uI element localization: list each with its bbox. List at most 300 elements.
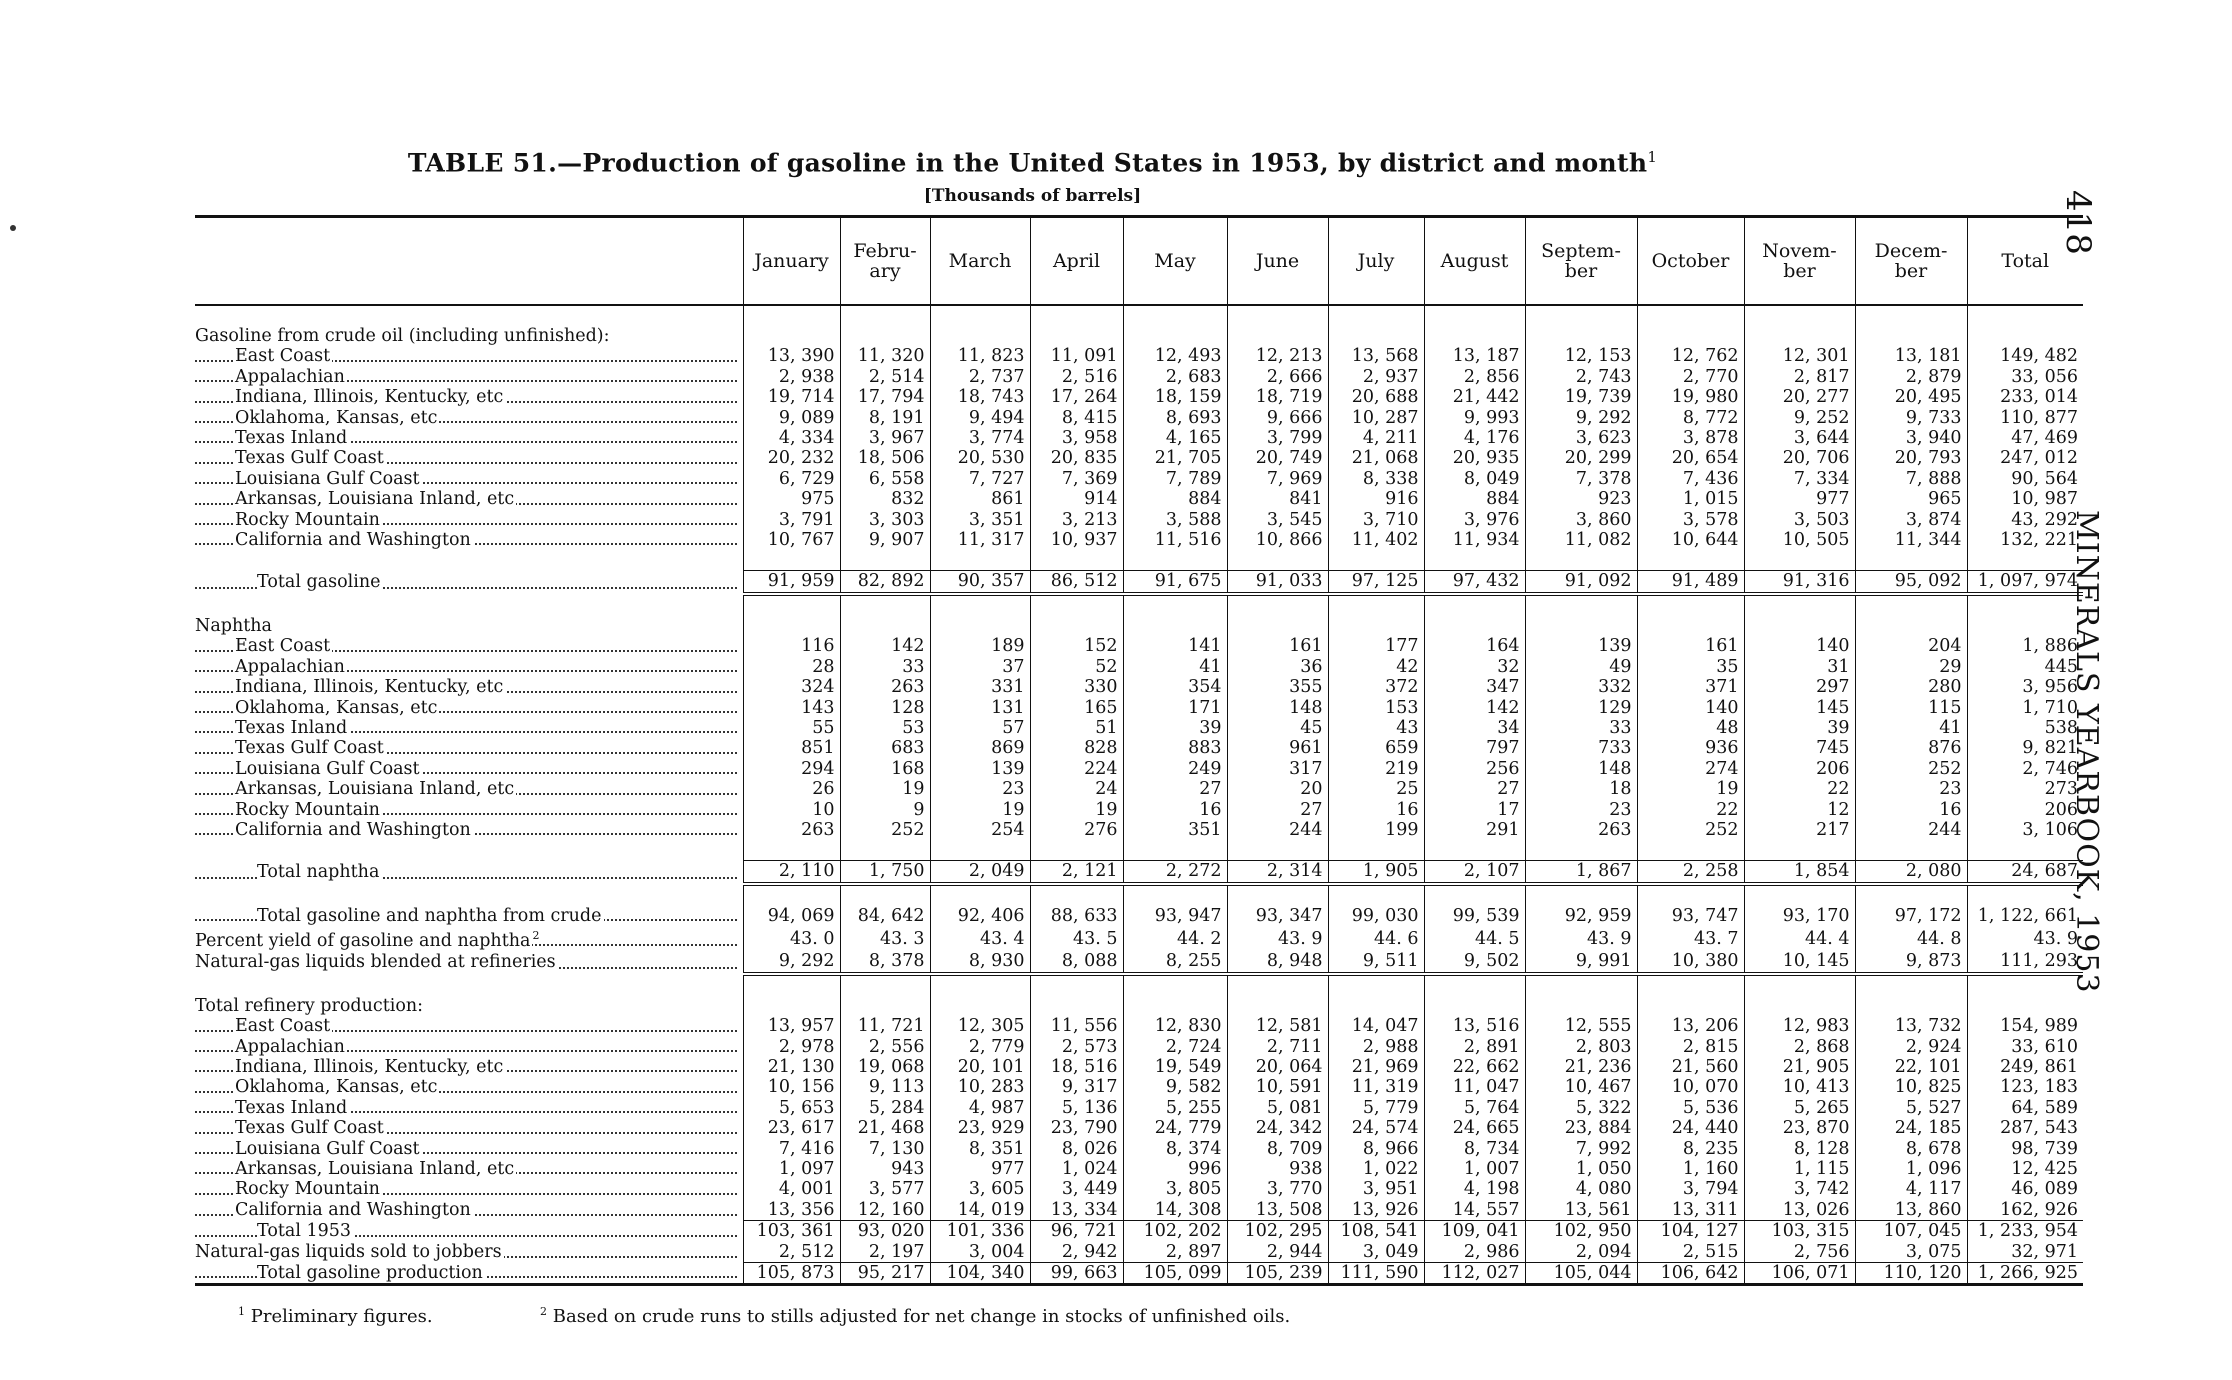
- table-cell: 2, 743: [1525, 367, 1637, 387]
- table-cell: 355: [1227, 677, 1328, 697]
- table-cell: 961: [1227, 738, 1328, 758]
- table-cell: 1, 750: [840, 861, 930, 884]
- table-cell: 9, 113: [840, 1077, 930, 1097]
- row-label-text: Appalachian: [235, 1036, 345, 1057]
- table-row: [195, 1263, 2083, 1285]
- table-cell: 102, 202: [1123, 1221, 1227, 1242]
- table-cell: 128: [840, 698, 930, 718]
- table-cell: 8, 415: [1030, 408, 1123, 428]
- table-cell: 52: [1030, 657, 1123, 677]
- table-cell: 10, 591: [1227, 1077, 1328, 1097]
- row-label: [195, 408, 743, 428]
- table-cell: 22: [1744, 779, 1855, 799]
- table-row: [195, 861, 2083, 884]
- table-row: [195, 657, 2083, 677]
- table-cell: 22, 101: [1855, 1057, 1967, 1077]
- table-cell: 14, 308: [1123, 1200, 1227, 1221]
- table-cell: 33: [840, 657, 930, 677]
- table-cell: 943: [840, 1159, 930, 1179]
- table-cell: 9, 502: [1424, 951, 1525, 973]
- column-header: July: [1328, 217, 1424, 306]
- table-cell: 6, 558: [840, 469, 930, 489]
- table-cell: 5, 255: [1123, 1098, 1227, 1118]
- table-cell: 42: [1328, 657, 1424, 677]
- row-label: [195, 428, 743, 448]
- table-cell: 936: [1637, 738, 1744, 758]
- table-row: [195, 1118, 2083, 1138]
- table-cell: 23, 884: [1525, 1118, 1637, 1138]
- table-cell: 26: [743, 779, 840, 799]
- table-cell: 8, 966: [1328, 1139, 1424, 1159]
- table-cell: 91, 033: [1227, 571, 1328, 594]
- table-row: [195, 1098, 2083, 1118]
- table-cell: 93, 347: [1227, 906, 1328, 926]
- table-cell: 145: [1744, 698, 1855, 718]
- table-cell: 27: [1123, 779, 1227, 799]
- table-cell: 21, 130: [743, 1057, 840, 1077]
- row-label: [195, 779, 743, 799]
- table-cell: 106, 071: [1744, 1263, 1855, 1285]
- table-cell: 3, 545: [1227, 510, 1328, 530]
- table-cell: 3, 449: [1030, 1179, 1123, 1199]
- table-cell: 2, 094: [1525, 1242, 1637, 1263]
- table-cell: 975: [743, 489, 840, 509]
- row-label: [195, 636, 743, 656]
- table-cell: 43. 9: [1967, 926, 2083, 951]
- row-label-text: Arkansas, Louisiana Inland, etc: [235, 489, 515, 510]
- table-cell: 12, 493: [1123, 346, 1227, 366]
- table-cell: 4, 176: [1424, 428, 1525, 448]
- table-cell: 8, 049: [1424, 469, 1525, 489]
- table-cell: 7, 789: [1123, 469, 1227, 489]
- row-label: [195, 718, 743, 738]
- table-cell: 45: [1227, 718, 1328, 738]
- table-cell: 273: [1967, 779, 2083, 799]
- table-cell: 32: [1424, 657, 1525, 677]
- row-label-text: Indiana, Illinois, Kentucky, etc: [235, 677, 504, 698]
- row-label-text: Texas Gulf Coast: [235, 738, 384, 759]
- table-cell: 47, 469: [1967, 428, 2083, 448]
- table-cell: 1, 050: [1525, 1159, 1637, 1179]
- table-cell: 2, 514: [840, 367, 930, 387]
- table-cell: 93, 747: [1637, 906, 1744, 926]
- table-row: [195, 926, 2083, 951]
- table-cell: 8, 693: [1123, 408, 1227, 428]
- table-cell: 7, 969: [1227, 469, 1328, 489]
- table-cell: 107, 045: [1855, 1221, 1967, 1242]
- table-cell: 4, 001: [743, 1179, 840, 1199]
- table-cell: 19: [840, 779, 930, 799]
- row-label-text: Texas Gulf Coast: [235, 1118, 384, 1139]
- table-cell: 5, 265: [1744, 1098, 1855, 1118]
- row-label: [195, 489, 743, 509]
- table-cell: 91, 675: [1123, 571, 1227, 594]
- table-cell: 2, 711: [1227, 1037, 1328, 1057]
- table-row: [195, 510, 2083, 530]
- table-cell: 2, 779: [930, 1037, 1030, 1057]
- table-cell: 2, 986: [1424, 1242, 1525, 1263]
- table-cell: 115: [1855, 698, 1967, 718]
- table-cell: 274: [1637, 759, 1744, 779]
- table-cell: 105, 044: [1525, 1263, 1637, 1285]
- table-cell: 2, 683: [1123, 367, 1227, 387]
- table-cell: 21, 705: [1123, 448, 1227, 468]
- table-row: [195, 820, 2083, 840]
- table-cell: 12: [1744, 800, 1855, 820]
- table-cell: 39: [1744, 718, 1855, 738]
- table-cell: 12, 160: [840, 1200, 930, 1221]
- table-row: [195, 951, 2083, 973]
- table-cell: 6, 729: [743, 469, 840, 489]
- gasoline-production-table: [195, 215, 2083, 1286]
- footnote-2: $^2$ Based on crude runs to stills adjusted for net change in stocks of unfinished oils.: [540, 1305, 1291, 1327]
- row-label: [195, 906, 743, 926]
- spacer-row: [195, 594, 2083, 616]
- column-header: October: [1637, 217, 1744, 306]
- table-cell: 3, 958: [1030, 428, 1123, 448]
- table-cell: 11, 402: [1328, 530, 1424, 550]
- row-label-text: Louisiana Gulf Coast: [235, 758, 420, 779]
- table-cell: 12, 762: [1637, 346, 1744, 366]
- table-cell: 46, 089: [1967, 1179, 2083, 1199]
- table-cell: 28: [743, 657, 840, 677]
- table-cell: 2, 080: [1855, 861, 1967, 884]
- table-cell: 93, 020: [840, 1221, 930, 1242]
- table-cell: 41: [1123, 657, 1227, 677]
- table-cell: 13, 957: [743, 1016, 840, 1036]
- table-cell: 4, 117: [1855, 1179, 1967, 1199]
- table-cell: 27: [1424, 779, 1525, 799]
- table-cell: 252: [1855, 759, 1967, 779]
- row-label-text: Louisiana Gulf Coast: [235, 468, 420, 489]
- column-header: January: [743, 217, 840, 306]
- table-cell: 148: [1227, 698, 1328, 718]
- table-cell: 5, 284: [840, 1098, 930, 1118]
- stub-header: [195, 217, 743, 306]
- table-cell: 914: [1030, 489, 1123, 509]
- table-cell: 24, 687: [1967, 861, 2083, 884]
- table-cell: 354: [1123, 677, 1227, 697]
- table-cell: 3, 805: [1123, 1179, 1227, 1199]
- table-cell: 123, 183: [1967, 1077, 2083, 1097]
- column-header: Febru- ary: [840, 217, 930, 306]
- table-cell: 3, 967: [840, 428, 930, 448]
- table-cell: 53: [840, 718, 930, 738]
- table-cell: 102, 295: [1227, 1221, 1328, 1242]
- table-cell: 24, 779: [1123, 1118, 1227, 1138]
- table-cell: 884: [1123, 489, 1227, 509]
- table-cell: 152: [1030, 636, 1123, 656]
- table-cell: 88, 633: [1030, 906, 1123, 926]
- table-cell: 111, 590: [1328, 1263, 1424, 1285]
- table-cell: 12, 153: [1525, 346, 1637, 366]
- table-cell: 2, 978: [743, 1037, 840, 1057]
- table-cell: 23: [930, 779, 1030, 799]
- row-label: [195, 1037, 743, 1057]
- table-cell: 10, 287: [1328, 408, 1424, 428]
- table-cell: 43. 9: [1227, 926, 1328, 951]
- table-cell: 252: [1637, 820, 1744, 840]
- table-cell: 977: [930, 1159, 1030, 1179]
- table-cell: 851: [743, 738, 840, 758]
- table-cell: 49: [1525, 657, 1637, 677]
- table-cell: 797: [1424, 738, 1525, 758]
- table-cell: 2, 942: [1030, 1242, 1123, 1263]
- table-cell: 44. 2: [1123, 926, 1227, 951]
- table-cell: 287, 543: [1967, 1118, 2083, 1138]
- table-cell: 254: [930, 820, 1030, 840]
- row-label-text: Total gasoline: [257, 572, 381, 593]
- table-cell: 64, 589: [1967, 1098, 2083, 1118]
- table-cell: 1, 905: [1328, 861, 1424, 884]
- table-cell: 20, 835: [1030, 448, 1123, 468]
- table-cell: 10, 145: [1744, 951, 1855, 973]
- table-cell: 8, 374: [1123, 1139, 1227, 1159]
- table-cell: 4, 987: [930, 1098, 1030, 1118]
- table-cell: 5, 527: [1855, 1098, 1967, 1118]
- table-cell: 12, 425: [1967, 1159, 2083, 1179]
- row-label: [195, 861, 743, 884]
- table-row: [195, 448, 2083, 468]
- table-cell: 12, 830: [1123, 1016, 1227, 1036]
- table-cell: 371: [1637, 677, 1744, 697]
- table-cell: 12, 983: [1744, 1016, 1855, 1036]
- table-cell: 2, 746: [1967, 759, 2083, 779]
- table-cell: 44. 6: [1328, 926, 1424, 951]
- table-cell: 51: [1030, 718, 1123, 738]
- table-row: [195, 738, 2083, 758]
- spacer-row: [195, 840, 2083, 861]
- table-cell: 21, 969: [1328, 1057, 1424, 1077]
- table-cell: 7, 416: [743, 1139, 840, 1159]
- table-cell: 91, 316: [1744, 571, 1855, 594]
- table-cell: 143: [743, 698, 840, 718]
- table-cell: 18, 719: [1227, 387, 1328, 407]
- table-cell: 2, 272: [1123, 861, 1227, 884]
- table-cell: 18, 516: [1030, 1057, 1123, 1077]
- row-label: [195, 1263, 743, 1285]
- table-cell: 13, 356: [743, 1200, 840, 1221]
- table-cell: 1, 710: [1967, 698, 2083, 718]
- table-cell: 291: [1424, 820, 1525, 840]
- table-cell: 869: [930, 738, 1030, 758]
- table-row: [195, 759, 2083, 779]
- table-cell: 13, 860: [1855, 1200, 1967, 1221]
- table-cell: 13, 561: [1525, 1200, 1637, 1221]
- table-cell: 21, 068: [1328, 448, 1424, 468]
- table-cell: 20, 232: [743, 448, 840, 468]
- table-cell: 19, 739: [1525, 387, 1637, 407]
- column-header: June: [1227, 217, 1328, 306]
- table-cell: 13, 026: [1744, 1200, 1855, 1221]
- table-cell: 2, 937: [1328, 367, 1424, 387]
- table-cell: 3, 956: [1967, 677, 2083, 697]
- table-cell: 9, 821: [1967, 738, 2083, 758]
- table-cell: 43. 7: [1637, 926, 1744, 951]
- table-cell: 22, 662: [1424, 1057, 1525, 1077]
- table-cell: 24: [1030, 779, 1123, 799]
- row-label-text: Oklahoma, Kansas, etc: [235, 1077, 438, 1098]
- row-label-text: East Coast: [235, 346, 331, 367]
- table-cell: 55: [743, 718, 840, 738]
- row-label-text: Rocky Mountain: [235, 799, 380, 820]
- table-cell: 14, 557: [1424, 1200, 1525, 1221]
- table-cell: 18: [1525, 779, 1637, 799]
- table-cell: 219: [1328, 759, 1424, 779]
- table-cell: 19, 068: [840, 1057, 930, 1077]
- table-cell: 104, 127: [1637, 1221, 1744, 1242]
- table-cell: 142: [840, 636, 930, 656]
- table-cell: 10, 156: [743, 1077, 840, 1097]
- table-cell: 8, 235: [1637, 1139, 1744, 1159]
- table-cell: 3, 303: [840, 510, 930, 530]
- table-cell: 11, 823: [930, 346, 1030, 366]
- table-cell: 3, 774: [930, 428, 1030, 448]
- row-label: [195, 1179, 743, 1199]
- table-cell: 733: [1525, 738, 1637, 758]
- row-label: [195, 387, 743, 407]
- table-cell: 13, 516: [1424, 1016, 1525, 1036]
- table-cell: 98, 739: [1967, 1139, 2083, 1159]
- table-cell: 996: [1123, 1159, 1227, 1179]
- table-cell: 10, 467: [1525, 1077, 1637, 1097]
- table-cell: 148: [1525, 759, 1637, 779]
- table-cell: 3, 503: [1744, 510, 1855, 530]
- table-cell: 256: [1424, 759, 1525, 779]
- table-cell: 161: [1227, 636, 1328, 656]
- table-cell: 20, 277: [1744, 387, 1855, 407]
- table-cell: 876: [1855, 738, 1967, 758]
- table-cell: 8, 930: [930, 951, 1030, 973]
- table-cell: 13, 508: [1227, 1200, 1328, 1221]
- table-cell: 20: [1227, 779, 1328, 799]
- table-cell: 99, 030: [1328, 906, 1424, 926]
- table-cell: 3, 577: [840, 1179, 930, 1199]
- row-label-text: Texas Gulf Coast: [235, 448, 384, 469]
- table-cell: 2, 891: [1424, 1037, 1525, 1057]
- table-cell: 294: [743, 759, 840, 779]
- column-header: Decem- ber: [1855, 217, 1967, 306]
- row-label-text: Rocky Mountain: [235, 509, 380, 530]
- table-cell: 24, 185: [1855, 1118, 1967, 1138]
- table-cell: 8, 255: [1123, 951, 1227, 973]
- table-row: [195, 677, 2083, 697]
- table-cell: 16: [1328, 800, 1424, 820]
- header-row: [195, 217, 2083, 306]
- row-label-text: Total gasoline and naphtha from crude: [257, 905, 602, 926]
- table-row: [195, 408, 2083, 428]
- table-cell: 1, 867: [1525, 861, 1637, 884]
- table-cell: 43. 9: [1525, 926, 1637, 951]
- table-row: [195, 489, 2083, 509]
- table-cell: 330: [1030, 677, 1123, 697]
- spacer-row: [195, 305, 2083, 326]
- table-cell: 9, 317: [1030, 1077, 1123, 1097]
- table-cell: 2, 515: [1637, 1242, 1744, 1263]
- table-cell: 33, 056: [1967, 367, 2083, 387]
- table-cell: 97, 172: [1855, 906, 1967, 926]
- table-cell: 2, 924: [1855, 1037, 1967, 1057]
- row-label-text: Rocky Mountain: [235, 1179, 380, 1200]
- table-cell: 95, 092: [1855, 571, 1967, 594]
- table-cell: 8, 678: [1855, 1139, 1967, 1159]
- row-label: [195, 1221, 743, 1242]
- table-cell: 3, 588: [1123, 510, 1227, 530]
- table-cell: 244: [1855, 820, 1967, 840]
- footnote-1: $^1$ Preliminary figures.: [238, 1305, 433, 1327]
- table-cell: 91, 489: [1637, 571, 1744, 594]
- table-cell: 10, 767: [743, 530, 840, 550]
- table-cell: 249: [1123, 759, 1227, 779]
- table-cell: 13, 390: [743, 346, 840, 366]
- table-row: [195, 1057, 2083, 1077]
- table-cell: 12, 213: [1227, 346, 1328, 366]
- table-cell: 29: [1855, 657, 1967, 677]
- row-label: [195, 1057, 743, 1077]
- column-header: April: [1030, 217, 1123, 306]
- section-heading-row: [195, 616, 2083, 636]
- table-cell: 4, 198: [1424, 1179, 1525, 1199]
- row-label: [195, 926, 743, 951]
- table-cell: 8, 088: [1030, 951, 1123, 973]
- table-row: [195, 906, 2083, 926]
- table-cell: 9, 733: [1855, 408, 1967, 428]
- row-label: [195, 698, 743, 718]
- table-cell: 263: [1525, 820, 1637, 840]
- table-cell: 10, 380: [1637, 951, 1744, 973]
- row-label: [195, 448, 743, 468]
- table-cell: 324: [743, 677, 840, 697]
- table-cell: 99, 539: [1424, 906, 1525, 926]
- table-cell: 35: [1637, 657, 1744, 677]
- row-label: [195, 510, 743, 530]
- table-row: [195, 367, 2083, 387]
- column-header: Total: [1967, 217, 2083, 306]
- table-cell: 10: [743, 800, 840, 820]
- table-cell: 3, 710: [1328, 510, 1424, 530]
- table-cell: 21, 236: [1525, 1057, 1637, 1077]
- table-cell: 332: [1525, 677, 1637, 697]
- table-cell: 7, 888: [1855, 469, 1967, 489]
- table-cell: 109, 041: [1424, 1221, 1525, 1242]
- table-cell: 9, 089: [743, 408, 840, 428]
- row-label-text: Total naphtha: [257, 862, 380, 883]
- table-cell: 44. 8: [1855, 926, 1967, 951]
- table-cell: 90, 564: [1967, 469, 2083, 489]
- table-cell: 82, 892: [840, 571, 930, 594]
- table-cell: 7, 369: [1030, 469, 1123, 489]
- column-header: Septem- ber: [1525, 217, 1637, 306]
- table-cell: 8, 709: [1227, 1139, 1328, 1159]
- table-cell: 104, 340: [930, 1263, 1030, 1285]
- table-cell: 31: [1744, 657, 1855, 677]
- table-cell: 132, 221: [1967, 530, 2083, 550]
- table-row: [195, 346, 2083, 366]
- table-cell: 20, 064: [1227, 1057, 1328, 1077]
- table-cell: 9, 292: [743, 951, 840, 973]
- table-cell: 351: [1123, 820, 1227, 840]
- table-cell: 19, 714: [743, 387, 840, 407]
- table-cell: 1, 233, 954: [1967, 1221, 2083, 1242]
- table-cell: 1, 115: [1744, 1159, 1855, 1179]
- table-cell: 4, 080: [1525, 1179, 1637, 1199]
- table-cell: 244: [1227, 820, 1328, 840]
- table-cell: 199: [1328, 820, 1424, 840]
- footnote-ref: 2: [532, 929, 540, 943]
- table-cell: 24, 665: [1424, 1118, 1525, 1138]
- table-title: TABLE 51.—Production of gasoline in the United States in 1953, by district and month$^1$: [407, 148, 1658, 178]
- row-label: [195, 1118, 743, 1138]
